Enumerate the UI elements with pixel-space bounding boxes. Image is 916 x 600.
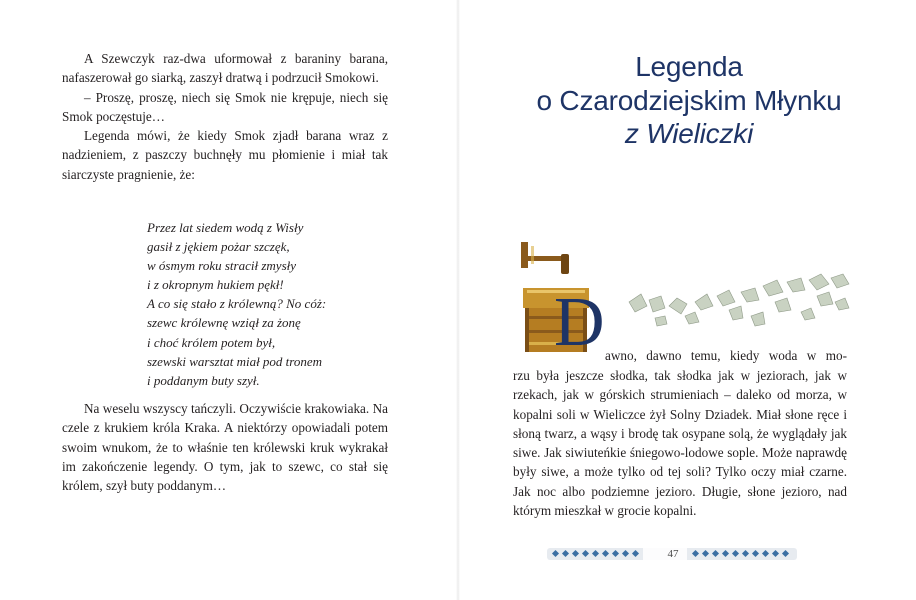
paragraph: A Szewczyk raz-dwa uformował z baraniny barana, nafaszerował go siarką, zaszył dratwą i podrzucił Smokowi. <box>62 51 388 86</box>
poem-line: szewc królewnę wziął za żonę <box>147 315 301 331</box>
paragraph: rzu była jeszcze słodka, tak słodka jak w jeziorach, jak w rzekach, jak w górskich strumieniach – daleko od morza, w kopalni soli w Wieliczce żył Solny Dziadek. Miał słone ręce i słoną twarz, a wąsy i brodę tak osypane solą, że wyglądały jak siwe. Jak siwiuteńkie śniegowo-lodowe sople. Może naprawdę były siwe, a może tylko od tej soli? Tylko oczy miał czarne. Jak noc albo podziemne jezioro. Długie, słone jezioro, nad którym mieszkał w grocie kopalni. <box>513 368 847 519</box>
poem-line: i z okropnym hukiem pękł! <box>147 277 284 293</box>
left-prose-top <box>62 49 388 184</box>
title-line: z Wieliczki <box>624 118 754 149</box>
mill-handle-icon <box>521 242 569 274</box>
salt-crystals-illustration <box>625 272 853 336</box>
poem-line: Przez lat siedem wodą z Wisły <box>147 220 304 235</box>
left-prose-bottom <box>62 399 388 495</box>
poem-line: A co się stało z królewną? No cóż: <box>147 296 327 312</box>
paragraph: Na weselu wszyscy tańczyli. Oczywiście krakowiaka. Na czele z krukiem króla Kraka. A niektórzy opowiadali potem swoim wnukom, że to właśnie ten królewski kruk wykrakał im zakończenie legendy. O tym, jak to szewc, co stał się królem, szył buty poddanym… <box>62 401 388 494</box>
paragraph: Legenda mówi, że kiedy Smok zjadł barana wraz z nadzieniem, z paszczy buchnęły mu płomienie i miał tak siarczyste pragnienie, że: <box>62 128 388 182</box>
poem-line: gasił z jękiem pożar szczęk, <box>147 239 290 255</box>
title-line: o Czarodziejskim Młynku <box>536 84 842 116</box>
left-page <box>0 0 457 600</box>
poem-line: i choć królem potem był, <box>147 334 276 350</box>
right-prose <box>513 366 847 520</box>
poem-line: szewski warsztat miał pod tronem <box>147 353 323 369</box>
page-number: 47 <box>667 548 679 560</box>
right-page <box>459 0 916 600</box>
title-line: Legenda <box>635 51 743 82</box>
paragraph: – Proszę, proszę, niech się Smok nie krępuje, niech się Smok poczęstuje… <box>62 89 388 124</box>
poem-line: w ósmym roku stracił zmysły <box>147 258 297 274</box>
chapter-title <box>519 50 859 151</box>
poem <box>147 218 387 390</box>
drop-cap: D <box>554 284 605 361</box>
first-line: awno, dawno temu, kiedy woda w mo- <box>605 348 847 363</box>
poem-line: i poddanym buty szył. <box>147 372 260 388</box>
